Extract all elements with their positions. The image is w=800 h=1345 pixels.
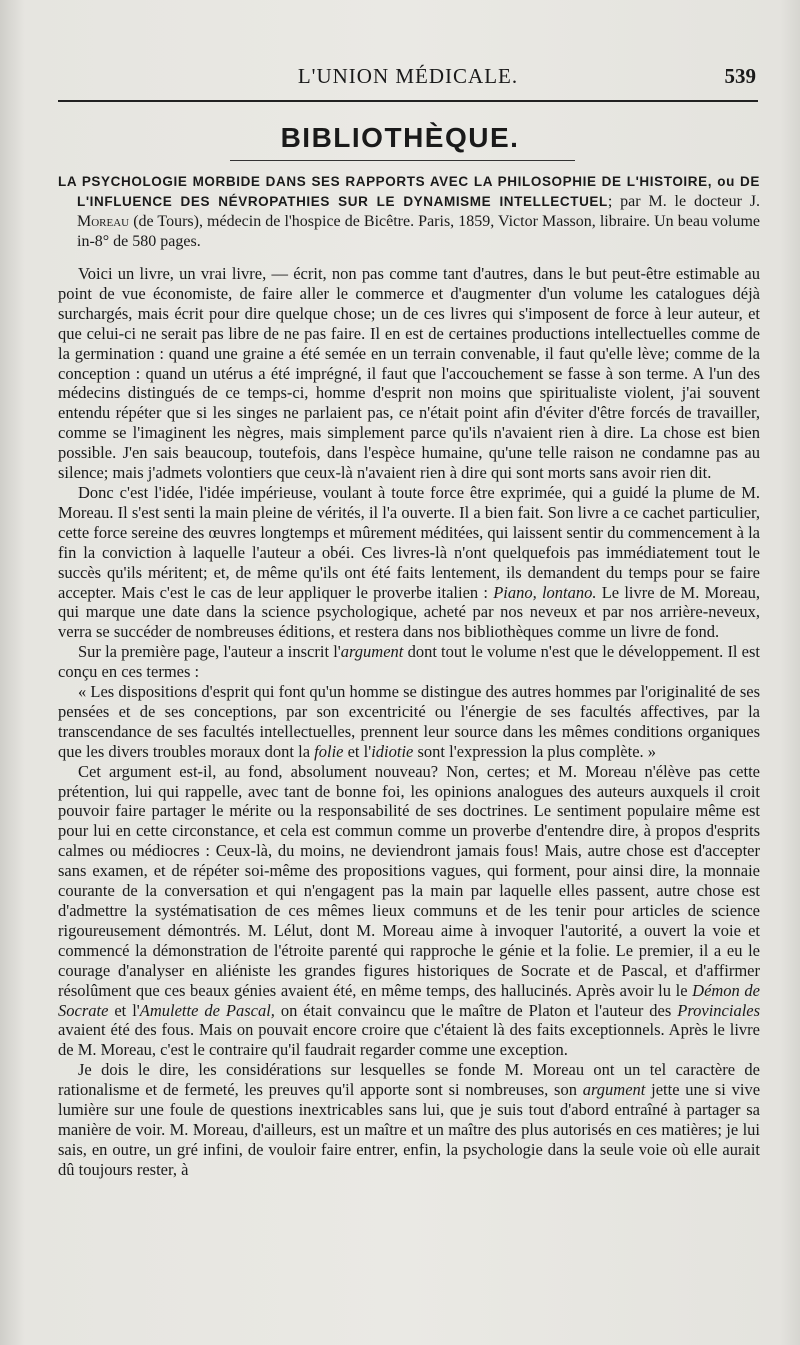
italic-phrase: Démon de Socrate bbox=[58, 980, 760, 1020]
italic-phrase: Provinciales bbox=[677, 1000, 761, 1020]
book-by: ; par M. le docteur J. bbox=[607, 193, 760, 210]
running-header bbox=[58, 60, 758, 100]
italic-phrase: idiotie bbox=[371, 741, 414, 761]
journal-title: L'UNION MÉDICALE. bbox=[297, 64, 519, 88]
section-rule bbox=[230, 160, 575, 161]
paragraph: Donc c'est l'idée, l'idée impérieuse, voulant à toute force être exprimée, qui a guidé la plume de M. Moreau. Il s'est senti la main pleine de vérités, il l'a ouverte. Il a bien fait. Son livre a ce cachet particulier, cette force sereine des œuvres longtemps et mûrement méditées, qui laissent sentir du commencement à la fin la conviction à laquelle l'auteur a obéi. Ces livres-là n'ont quelquefois pas immédiatement tout le succès qu'ils méritent; et, de même qu'ils ont été faits lentement, ils demandent du temps pour se faire accepter. Mais c'est le cas de leur appliquer le proverbe italien : Piano, lontano. Le livre de M. Moreau, qui marque une date dans la science psychologique, acheté par nos neveux et par nos arrière-neveux, verra se succéder de nombreuses éditions, et restera dans nos bibliothèques comme un livre de fond. bbox=[58, 482, 761, 642]
page-number: 539 bbox=[724, 64, 756, 88]
italic-phrase: argument bbox=[340, 642, 404, 662]
book-reference bbox=[58, 172, 760, 252]
italic-phrase: argument bbox=[582, 1080, 646, 1100]
book-author: Moreau bbox=[77, 213, 130, 230]
paragraph: Voici un livre, un vrai livre, — écrit, non pas comme tant d'autres, dans le but peut-être estimable au point de vue économiste, de faire aller le commerce et d'augmenter d'un volume les catalogues déjà surchargés, mais écrit pour dire quelque chose; un de ces livres qui s'imposent de force à leur auteur, et que celui-ci ne serait pas libre de ne pas faire. Il en est de certaines productions intellectuelles comme de la germination : quand une graine a été semée en un terrain convenable, il faut qu'elle lève; comme de la conception : quand un utérus a été imprégné, il faut que l'accouchement se fasse à son terme. A l'un des médecins distingués de ce temps-ci, homme d'esprit non moins que spiritualiste violent, j'ai souvent entendu répéter que si les singes ne parlaient pas, ce n'était point afin d'éviter d'être forcés de travailler, comme se l'imaginent les nègres, mais simplement parce qu'ils n'avaient rien à dire. La chose est bien possible. J'en sais beaucoup, toutefois, dans l'espèce humaine, qu'une telle raison ne condamne pas au silence; mais j'admets volontiers que ceux-là n'avaient rien à dire qui sont morts sans avoir rien dit. bbox=[58, 264, 760, 483]
article-body bbox=[58, 172, 760, 1180]
paragraph: Cet argument est-il, au fond, absolument nouveau? Non, certes; et M. Moreau n'élève pas cette prétention, lui qui rappelle, avec tant de bonne foi, les opinions analogues des auteurs auxquels il croit pouvoir faire partager le mérite ou la responsabilité de ses doctrines. Le sentiment populaire même est pour lui en cette circonstance, et cela est commun comme un proverbe d'entendre dire, à propos d'esprits calmes ou médiocres : Ceux-là, du moins, ne deviendront jamais fous! Mais, autre chose est d'accepter sans examen, et de répéter soi-même des propositions vagues, qui forment, pour ainsi dire, la monnaie courante de la conversation et qui n'engagent pas la main par laquelle elles passent, autre chose est d'admettre la systématisation de ces mêmes lieux communs et de les tenir pour articles de science rigoureusement démontrés. M. Lélut, dont M. Moreau aime à invoquer l'autorité, a ouvert la voie et commencé la démonstration de l'étroite parenté qui rapproche le génie et la folie. Le premier, il a eu le courage d'analyser en aliéniste les grandes figures historiques de Socrate et de Pascal, et d'affirmer résolûment que ces beaux génies avaient été, en même temps, des hallucinés. Après avoir lu le Démon de Socrate et l'Amulette de Pascal, on était convaincu que le maître de Platon et l'auteur des Provinciales avaient été des fous. Mais on pouvait encore croire que c'étaient là des faits exceptionnels. Après le livre de M. Moreau, c'est le contraire qu'il faudrait regarder comme une exception. bbox=[58, 761, 761, 1060]
italic-phrase: Piano, lontano. bbox=[493, 582, 597, 602]
paragraph: Sur la première page, l'auteur a inscrit l'argument dont tout le volume n'est que le développement. Il est conçu en ces termes : bbox=[58, 642, 761, 682]
quoted-argument: « Les dispositions d'esprit qui font qu'un homme se distingue des autres hommes par l'originalité de ses pensées et de ses conceptions, par son excentricité ou l'énergie de ses facultés affectives, par la transcendance de ses facultés intellectuelles, prennent leur source dans les mêmes conditions organiques que les divers troubles moraux dont la folie et l'idiotie sont l'expression la plus complète. » bbox=[58, 682, 760, 761]
italic-phrase: folie bbox=[314, 741, 344, 761]
book-details: (de Tours), médecin de l'hospice de Bicêtre. Paris, 1859, Victor Masson, libraire. Un beau volume in-8° de 580 pages. bbox=[77, 213, 761, 250]
paragraph: Je dois le dire, les considérations sur lesquelles se fonde M. Moreau ont un tel caractère de rationalisme et de fermeté, les preuves qu'il apporte sont si nombreuses, son argument jette une si vive lumière sur une foule de questions inextricables sans lui, que je suis tout d'abord entraîné à partager sa manière de voir. M. Moreau, d'ailleurs, est un maître et un maître des plus autorisés en ces matières; je lui sais, en outre, un gré infini, de vouloir faire entrer, enfin, la psychologie dans la seule voie où elle aurait dû toujours rester, à bbox=[58, 1060, 761, 1179]
header-rule bbox=[58, 100, 758, 102]
section-title: BIBLIOTHÈQUE. bbox=[280, 122, 520, 153]
book-title: LA PSYCHOLOGIE MORBIDE DANS SES RAPPORTS AVEC LA PHILOSOPHIE DE L'HISTOIRE, ou DE L'INFLUENCE DES NÉVROPATHIES SUR LE DYNAMISME INTELLECTUEL bbox=[58, 174, 760, 209]
italic-phrase: Amulette de Pascal, bbox=[139, 1000, 275, 1020]
